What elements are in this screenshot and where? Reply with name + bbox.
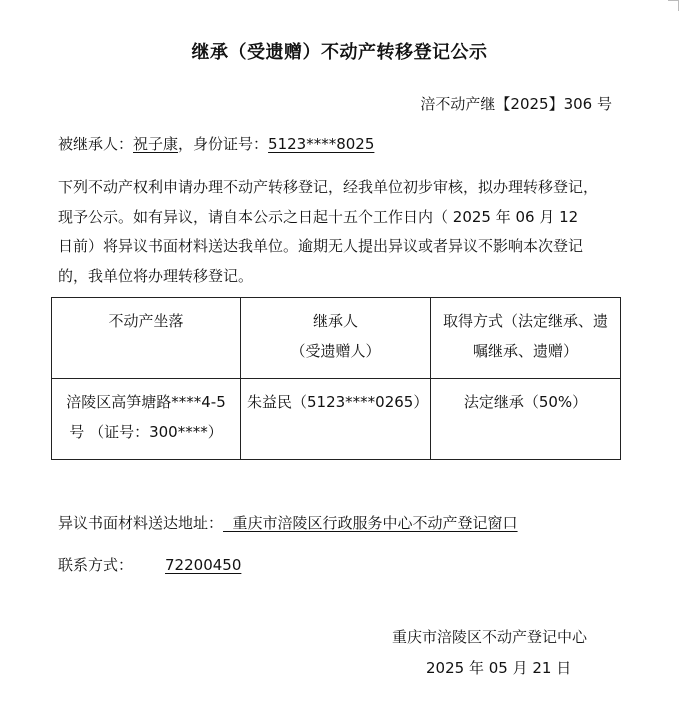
header-method-sublabel: 嘱继承、遗赠） <box>472 342 578 360</box>
header-method-label: 取得方式（法定继承、遗 <box>442 312 608 330</box>
contact-value: 72200450 <box>165 556 242 574</box>
contact-line <box>58 554 241 575</box>
notice-line: 现予公示。如有异议，请自本公示之日起十五个工作日内（ 2025 年 06 月 12 <box>58 207 579 226</box>
contact-label: 联系方式： <box>58 556 134 574</box>
location-line: 号 （证号：300****） <box>69 423 223 441</box>
document-title: 继承（受遗赠）不动产转移登记公示 <box>191 42 488 63</box>
objection-address-line <box>58 512 518 533</box>
notice-line: 日前）将异议书面材料送达我单位。逾期无人提出异议或者异议不影响本次登记 <box>58 237 584 255</box>
address-label: 异议书面材料送达地址： <box>58 514 224 532</box>
location-line: 涪陵区高笋塘路****4-5 <box>66 393 226 411</box>
document-number: 涪不动产继【2025】306 号 <box>420 95 612 113</box>
cell-location <box>52 379 241 460</box>
table-header-row <box>52 298 621 379</box>
cell-heir <box>241 379 431 460</box>
decedent-line <box>58 133 374 154</box>
header-location <box>52 298 241 379</box>
acquisition-method: 法定继承（50%） <box>463 393 588 411</box>
property-table <box>51 297 621 460</box>
address-value: 重庆市涪陵区行政服务中心不动产登记窗口 <box>223 514 518 532</box>
header-heir-sublabel: （受遗赠人） <box>290 342 381 360</box>
page-corner-mark <box>668 0 679 11</box>
header-method <box>431 298 621 379</box>
decedent-name: 祝子康 <box>133 135 179 153</box>
decedent-id-number: 5123****8025 <box>268 135 375 153</box>
id-label: ，身份证号： <box>178 135 269 153</box>
cell-method <box>431 379 621 460</box>
notice-body <box>58 173 618 291</box>
header-location-label: 不动产坐落 <box>108 312 184 330</box>
decedent-label: 被继承人： <box>58 135 134 153</box>
notice-line: 下列不动产权利申请办理不动产转移登记，经我单位初步审核，拟办理转移登记， <box>58 178 599 196</box>
issuer-name: 重庆市涪陵区不动产登记中心 <box>392 628 588 646</box>
table-row <box>52 379 621 460</box>
header-heir <box>241 298 431 379</box>
notice-line: 的，我单位将办理转移登记。 <box>58 266 254 285</box>
heir-name-id: 朱益民（5123****0265） <box>247 393 429 411</box>
header-heir-label: 继承人 <box>312 312 358 330</box>
issue-date: 2025 年 05 月 21 日 <box>426 659 572 677</box>
